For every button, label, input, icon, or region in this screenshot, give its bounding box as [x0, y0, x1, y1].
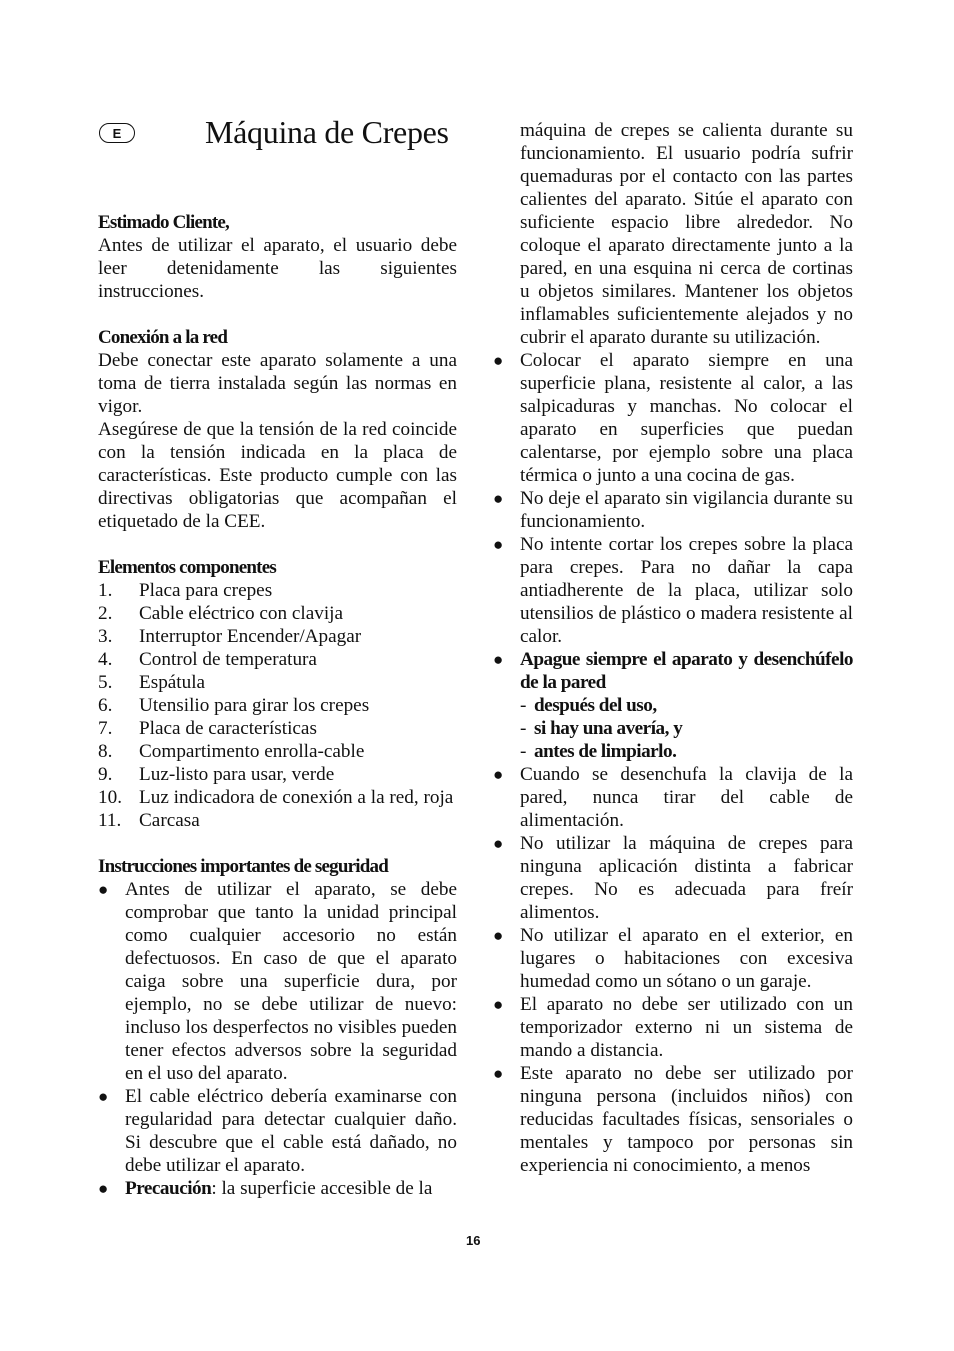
bullet-icon: ●: [493, 926, 504, 945]
list-item: 6. Utensilio para girar los crepes: [98, 695, 370, 716]
bullet-icon: ●: [98, 1179, 109, 1198]
caution-label: Precaución: [125, 1178, 212, 1199]
list-item: ● Colocar el aparato siempre en una superficie plana, resistente al calor, a las salpicaduras y manchas. No colocar el aparato en superficies que puedan calentarse, por ejemplo sobre una placa térmica o junto a una cocina de gas.: [493, 350, 853, 486]
list-item: [98, 1177, 457, 1200]
connection-paragraph-2: Asegúrese de que la tensión de la red coincide con la tensión indicada en la placa de características. Este producto cumple con las directivas obligatorias que acompañan el etiquetado de la CEE.: [98, 419, 457, 532]
list-item: 1. Placa para crepes: [98, 580, 273, 601]
list-item: 5. Espátula: [98, 672, 206, 693]
unplug-item: - después del uso,: [520, 695, 657, 716]
left-column: [98, 211, 457, 1200]
caution-continuation: máquina de crepes se calienta durante su funcionamiento. El usuario podría sufrir quemaduras por el contacto con las partes calientes del aparato. Sitúe el aparato con suficiente espacio libre alrededor. No coloque el aparato directamente junto a la pared, en una esquina ni cerca de cortinas u objetos similares. Mantener los objetos inflamables suficientemente alejados y no cubrir el aparato durante su utilización.: [520, 120, 853, 348]
safety-heading: Instrucciones importantes de seguridad: [98, 856, 388, 877]
bullet-icon: ●: [98, 880, 109, 899]
list-item: 2. Cable eléctrico con clavija: [98, 603, 344, 624]
safety-list: [98, 878, 457, 1200]
unplug-item: - antes de limpiarlo.: [520, 741, 677, 762]
list-item: ● No utilizar el aparato en el exterior, en lugares o habitaciones con excesiva humedad como un sótano o un garaje.: [493, 925, 853, 992]
connection-paragraph-1: Debe conectar este aparato solamente a una toma de tierra instalada según las normas en vigor.: [98, 350, 457, 417]
list-item: 10. Luz indicadora de conexión a la red, roja: [98, 787, 454, 808]
list-item: ● Antes de utilizar el aparato, se debe comprobar que tanto la unidad principal como cualquier accesorio no están defectuosos. En caso de que el aparato caiga sobre una superficie dura, por ejemplo, no se debe utilizar de nuevo: incluso los desperfectos no visibles pueden tener efectos adversos sobre la seguridad en el uso del aparato.: [98, 879, 457, 1084]
list-item: 4. Control de temperatura: [98, 649, 317, 670]
list-item: ● Cuando se desenchufa la clavija de la pared, nunca tirar del cable de alimentación.: [493, 764, 853, 831]
caution-text: : la superficie accesible de la: [211, 1178, 433, 1199]
greeting-heading: Estimado Cliente,: [98, 212, 230, 233]
list-item: ● El cable eléctrico debería examinarse con regularidad para detectar cualquier daño. Si descubre que el cable está dañado, no debe utilizar el aparato.: [98, 1086, 457, 1176]
connection-heading: Conexión a la red: [98, 327, 228, 348]
list-item: 11. Carcasa: [98, 810, 200, 831]
list-item: [493, 648, 853, 763]
list-item: ● No utilizar la máquina de crepes para ninguna aplicación distinta a fabricar crepes. No es adecuada para freír alimentos.: [493, 833, 853, 923]
bullet-icon: ●: [493, 535, 504, 554]
list-item: ● No deje el aparato sin vigilancia durante su funcionamiento.: [493, 488, 853, 532]
bullet-icon: ●: [493, 351, 504, 370]
components-list: [98, 579, 457, 832]
components-heading: Elementos componentes: [98, 557, 276, 578]
list-item: ● Este aparato no debe ser utilizado por ninguna persona (incluidos niños) con reducidas facultades físicas, sensoriales o mentales y tampoco por personas sin experiencia ni conocimiento, a menos: [493, 1063, 853, 1176]
bullet-icon: ●: [493, 765, 504, 784]
list-item: ● No intente cortar los crepes sobre la placa para crepes. Para no dañar la capa antiadherente de la placa, utilizar solo utensilios de plástico o madera resistente al calor.: [493, 534, 853, 647]
bullet-icon: ●: [493, 995, 504, 1014]
right-column: [493, 119, 853, 1177]
page-title: Máquina de Crepes: [205, 114, 449, 150]
bullet-icon: ●: [493, 1064, 504, 1083]
list-item: 9. Luz-listo para usar, verde: [98, 764, 335, 785]
bullet-icon: ●: [493, 650, 504, 669]
bullet-icon: ●: [493, 834, 504, 853]
list-item: 3. Interruptor Encender/Apagar: [98, 626, 362, 647]
bullet-icon: ●: [98, 1087, 109, 1106]
unplug-heading: Apague siempre el aparato y desenchúfelo de la pared: [520, 649, 853, 693]
safety-list-continued: [493, 349, 853, 1177]
page-number: 16: [466, 1233, 481, 1248]
bullet-icon: ●: [493, 489, 504, 508]
greeting-text: Antes de utilizar el aparato, el usuario debe leer detenidamente las siguientes instrucciones.: [98, 235, 457, 302]
list-item: 7. Placa de características: [98, 718, 317, 739]
unplug-item: - si hay una avería, y: [520, 718, 683, 739]
list-item: ● El aparato no debe ser utilizado con un temporizador externo ni un sistema de mando a distancia.: [493, 994, 853, 1061]
list-item: 8. Compartimento enrolla-cable: [98, 741, 365, 762]
language-badge: E: [99, 123, 135, 143]
